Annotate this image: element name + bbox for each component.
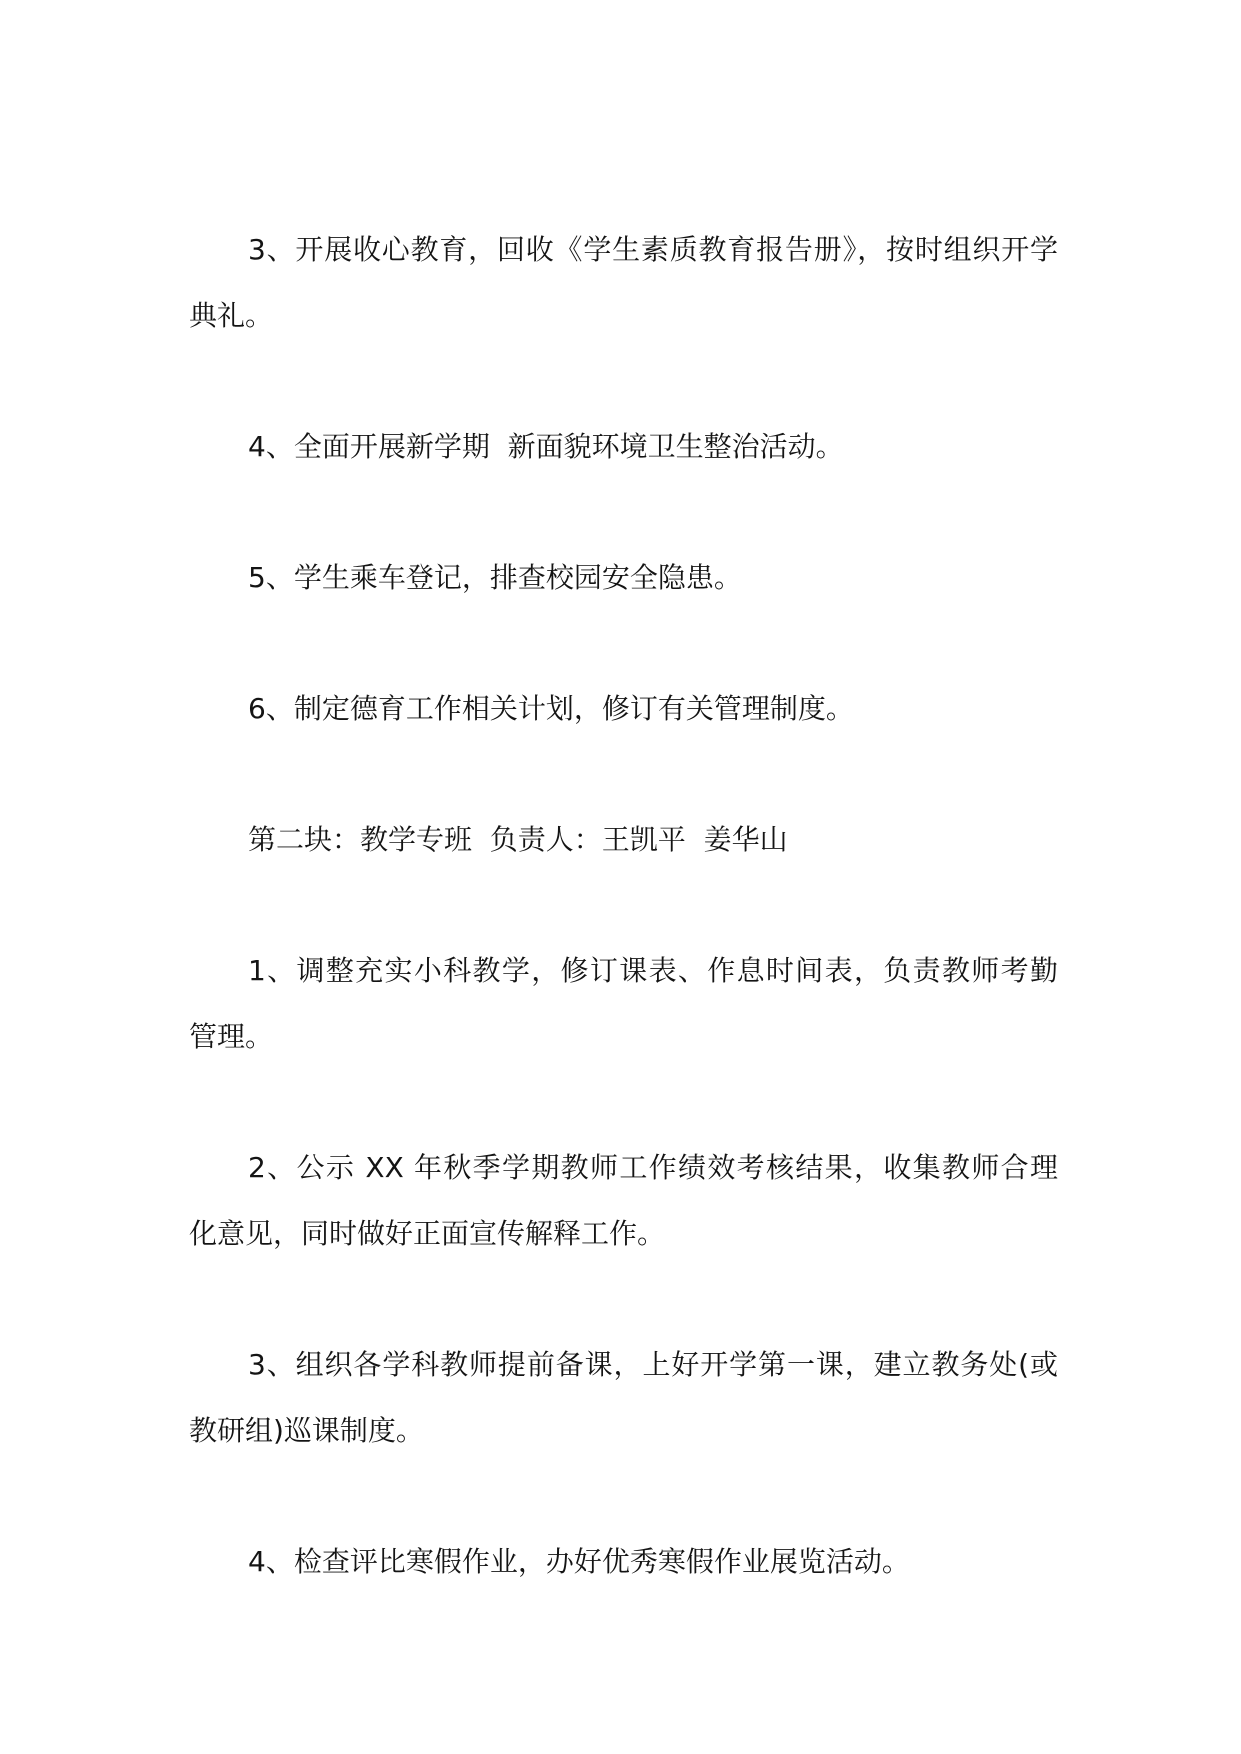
list-item [189, 1529, 1058, 1595]
paragraph-line: 管理。 [189, 1020, 274, 1053]
document-body [189, 217, 1058, 1660]
list-item [189, 414, 1058, 480]
list-item [189, 676, 1058, 742]
list-item [189, 545, 1058, 611]
paragraph-line: 4、检查评比寒假作业，办好优秀寒假作业展览活动。 [248, 1545, 910, 1578]
paragraph-line: 3、开展收心教育，回收《学生素质教育报告册》，按时组织开学 [248, 233, 1058, 266]
paragraph-line: 化意见，同时做好正面宣传解释工作。 [189, 1217, 666, 1250]
paragraph-line: 6、制定德育工作相关计划，修订有关管理制度。 [248, 692, 854, 725]
paragraph-line: 教研组)巡课制度。 [189, 1414, 424, 1447]
section-heading-text: 第二块：教学专班 负责人：王凯平 姜华山 [248, 823, 788, 856]
list-item [189, 217, 1058, 349]
paragraph-line: 1、调整充实小科教学，修订课表、作息时间表，负责教师考勤 [248, 954, 1058, 987]
list-item [189, 1135, 1058, 1267]
list-item [189, 1332, 1058, 1464]
paragraph-line: 3、组织各学科教师提前备课，上好开学第一课，建立教务处(或 [248, 1348, 1058, 1381]
paragraph-line: 典礼。 [189, 299, 274, 332]
list-item [189, 938, 1058, 1070]
paragraph-line: 5、学生乘车登记，排查校园安全隐患。 [248, 561, 742, 594]
paragraph-line: 4、全面开展新学期 新面貌环境卫生整治活动。 [248, 430, 844, 463]
paragraph-line: 2、公示 XX 年秋季学期教师工作绩效考核结果，收集教师合理 [248, 1151, 1058, 1184]
section-heading [189, 807, 1058, 873]
